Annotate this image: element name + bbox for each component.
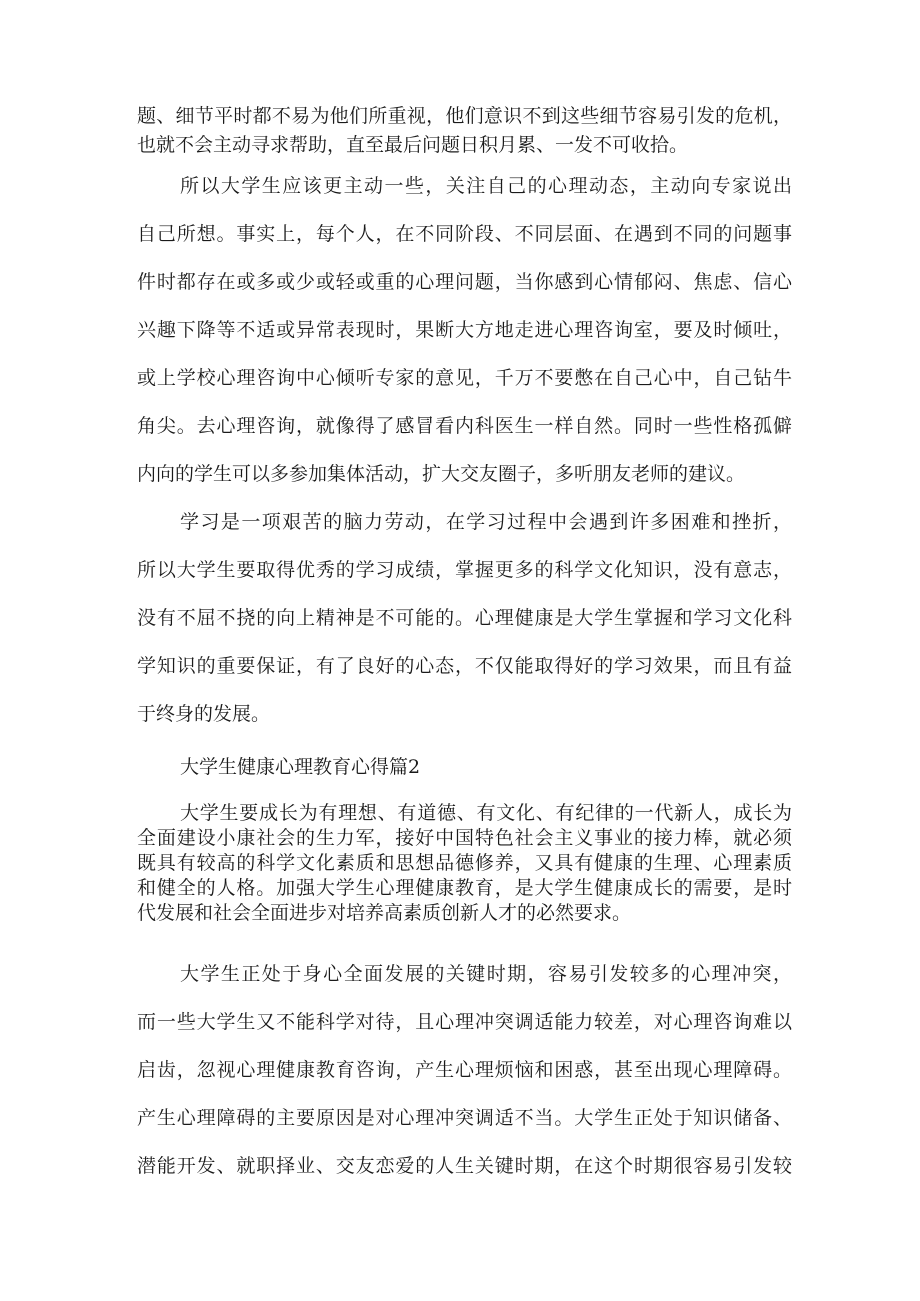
text-line: 角尖。去心理咨询，就像得了感冒看内科医生一样自然。同时一些性格孤僻 [137, 415, 792, 437]
text-line: 潜能开发、就职择业、交友恋爱的人生关键时期，在这个时期很容易引发较 [137, 1155, 792, 1177]
text-line: 也就不会主动寻求帮助，直至最后问题日积月累、一发不可收拾。 [137, 134, 689, 156]
text-line: 于终身的发展。 [137, 703, 271, 725]
text-line: 和健全的人格。加强大学生心理健康教育，是大学生健康成长的需要，是时 [137, 877, 792, 899]
text-line: 件时都存在或多或少或轻或重的心理问题，当你感到心情郁闷、焦虑、信心 [137, 271, 792, 293]
text-line: 启齿，忽视心理健康教育咨询，产生心理烦恼和困惑，甚至出现心理障碍。 [137, 1059, 792, 1081]
text-line: 大学生要成长为有理想、有道德、有文化、有纪律的一代新人，成长为 [180, 802, 792, 824]
text-line: 兴趣下降等不适或异常表现时，果断大方地走进心理咨询室，要及时倾吐， [137, 319, 792, 341]
text-line: 所以大学生要取得优秀的学习成绩，掌握更多的科学文化知识，没有意志， [137, 559, 792, 581]
text-line: 没有不屈不挠的向上精神是不可能的。心理健康是大学生掌握和学习文化科 [137, 607, 792, 629]
text-line: 题、细节平时都不易为他们所重视，他们意识不到这些细节容易引发的危机， [137, 105, 792, 127]
text-line: 大学生正处于身心全面发展的关键时期，容易引发较多的心理冲突， [180, 963, 792, 985]
text-line: 所以大学生应该更主动一些，关注自己的心理动态，主动向专家说出 [180, 175, 792, 197]
section-heading: 大学生健康心理教育心得篇2 [180, 756, 421, 778]
text-line: 内向的学生可以多参加集体活动，扩大交友圈子，多听朋友老师的建议。 [137, 463, 746, 485]
text-line: 既具有较高的科学文化素质和思想品德修养，又具有健康的生理、心理素质 [137, 852, 792, 874]
text-line: 代发展和社会全面进步对培养高素质创新人才的必然要求。 [137, 902, 632, 924]
text-line: 学知识的重要保证，有了良好的心态，不仅能取得好的学习效果，而且有益 [137, 655, 792, 677]
text-line: 而一些大学生又不能科学对待，且心理冲突调适能力较差，对心理咨询难以 [137, 1011, 792, 1033]
text-line: 产生心理障碍的主要原因是对心理冲突调适不当。大学生正处于知识储备、 [137, 1107, 792, 1129]
text-line: 全面建设小康社会的生力军，接好中国特色社会主义事业的接力棒，就必须 [137, 827, 792, 849]
text-line: 或上学校心理咨询中心倾听专家的意见，千万不要憋在自己心中，自己钻牛 [137, 367, 792, 389]
text-line: 自己所想。事实上，每个人，在不同阶段、不同层面、在遇到不同的问题事 [137, 223, 792, 245]
text-line: 学习是一项艰苦的脑力劳动，在学习过程中会遇到许多困难和挫折， [180, 511, 792, 533]
